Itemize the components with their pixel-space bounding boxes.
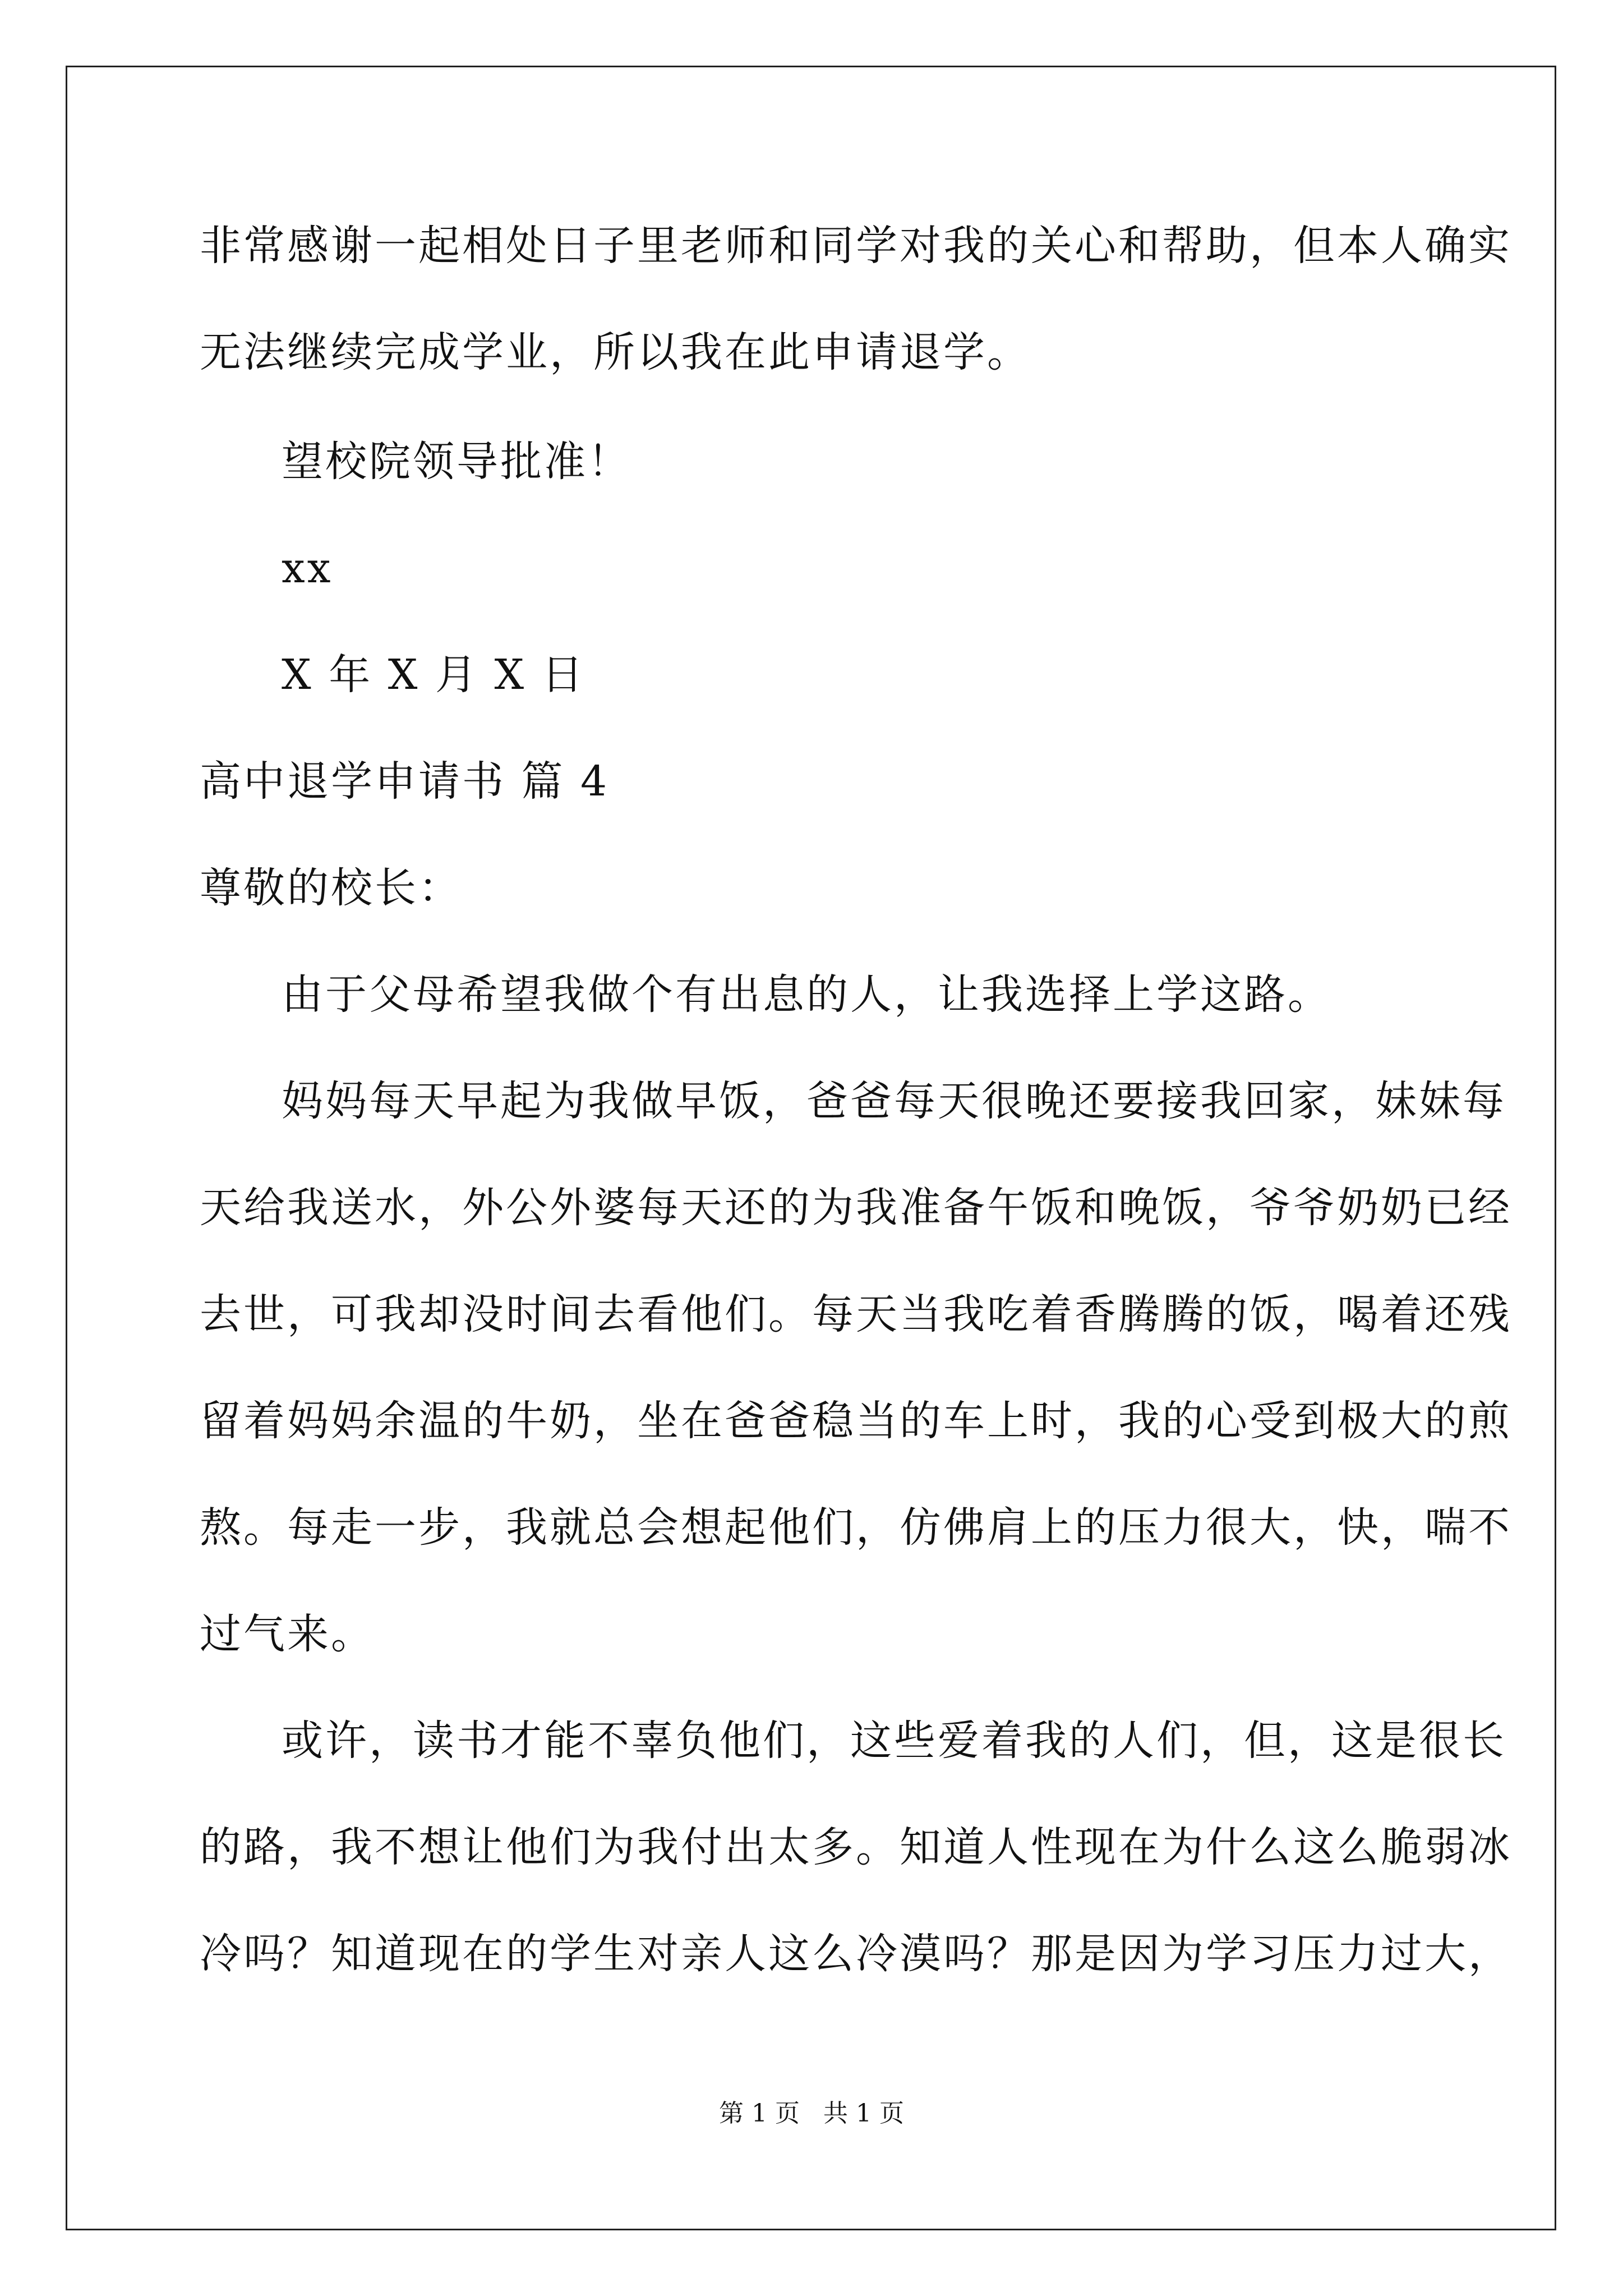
body-line: 冷吗？知道现在的学生对亲人这么冷漠吗？那是因为学习压力过大， bbox=[200, 1930, 1512, 1978]
body-line: 妈妈每天早起为我做早饭，爸爸每天很晚还要接我回家，妹妹每 bbox=[282, 1077, 1506, 1125]
section-heading: 高中退学申请书 篇 4 bbox=[200, 757, 610, 806]
signature: xx bbox=[282, 544, 333, 592]
page-border bbox=[66, 66, 1556, 2230]
body-line: 去世，可我却没时间去看他们。每天当我吃着香腾腾的饭，喝着还残 bbox=[200, 1290, 1512, 1338]
body-line: 天给我送水，外公外婆每天还的为我准备午饭和晚饭，爷爷奶奶已经 bbox=[200, 1184, 1512, 1232]
page-number-footer: 第 1 页 共 1 页 bbox=[719, 2099, 904, 2128]
date-line: X 年 X 月 X 日 bbox=[282, 651, 585, 699]
body-line: 或许，读书才能不辜负他们，这些爱着我的人们，但，这是很长 bbox=[282, 1717, 1506, 1765]
body-line: 过气来。 bbox=[200, 1610, 375, 1658]
body-line: 留着妈妈余温的牛奶，坐在爸爸稳当的车上时，我的心受到极大的煎 bbox=[200, 1397, 1512, 1445]
body-line: 熬。每走一步，我就总会想起他们，仿佛肩上的压力很大，快，喘不 bbox=[200, 1503, 1512, 1552]
salutation: 尊敬的校长： bbox=[200, 864, 462, 912]
body-line: 由于父母希望我做个有出息的人，让我选择上学这路。 bbox=[282, 970, 1331, 1019]
body-line: 的路，我不想让他们为我付出太多。知道人性现在为什么这么脆弱冰 bbox=[200, 1823, 1512, 1871]
body-line: 无法继续完成学业，所以我在此申请退学。 bbox=[200, 328, 1031, 376]
closing-request: 望校院领导批准！ bbox=[282, 438, 631, 486]
body-line: 非常感谢一起相处日子里老师和同学对我的关心和帮助，但本人确实 bbox=[200, 222, 1512, 270]
